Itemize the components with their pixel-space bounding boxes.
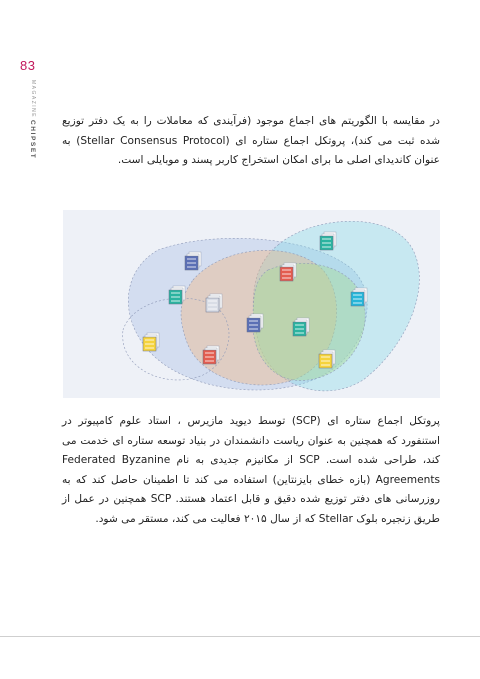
quorum-venn-diagram [63,210,440,398]
server-node-icon [293,318,309,336]
server-node-icon [247,314,263,332]
magazine-label: MAGAZINE [30,80,36,119]
consensus-diagram [63,210,440,398]
scp-paragraph: پروتکل اجماع ستاره ای (SCP) توسط دیوید مازیرس ، استاد علوم کامپیوتر در استنفورد که همچنین به عنوان ریاست دانشمندان در بنیاد توسعه ستاره ای خدمت می کند، طراحی شده است. SCP از مکانیزم جدیدی به نام Federated Byzanine Agreements (بازه خطای بایزنتاین) استفاده می کند تا اطمینان حاصل کند که به روزرسانی های دفتر توزیع شده دقیق و قابل اعتماد هستند. SCP همچنین در عمل از طریق زنجیره بلوک Stellar که از سال ۲۰۱۵ فعالیت می کند، مستقر می شود. [62,415,441,525]
magazine-side-label [29,80,36,160]
server-node-icon [320,232,336,250]
server-node-icon [351,288,367,306]
server-node-icon [169,286,185,304]
intro-paragraph: در مقایسه با الگوریتم های اجماع موجود (فرآیندی که معاملات را به یک دفتر توزیع شده ثبت می کند)، پروتکل اجماع ستاره ای (Stellar Consensus Protocol) به عنوان کاندیدای اصلی ما برای امکان استخراج کاربر پسند و موبایلی است. [62,115,440,166]
server-node-icon [206,294,222,312]
server-node-icon [319,350,335,368]
server-node-icon [280,263,296,281]
footer-rule [0,636,480,637]
chipset-label: CHIPSET [29,120,36,160]
page-number: 83 [20,58,36,73]
server-node-icon [203,346,219,364]
server-node-icon [143,333,159,351]
server-node-icon [185,252,201,270]
